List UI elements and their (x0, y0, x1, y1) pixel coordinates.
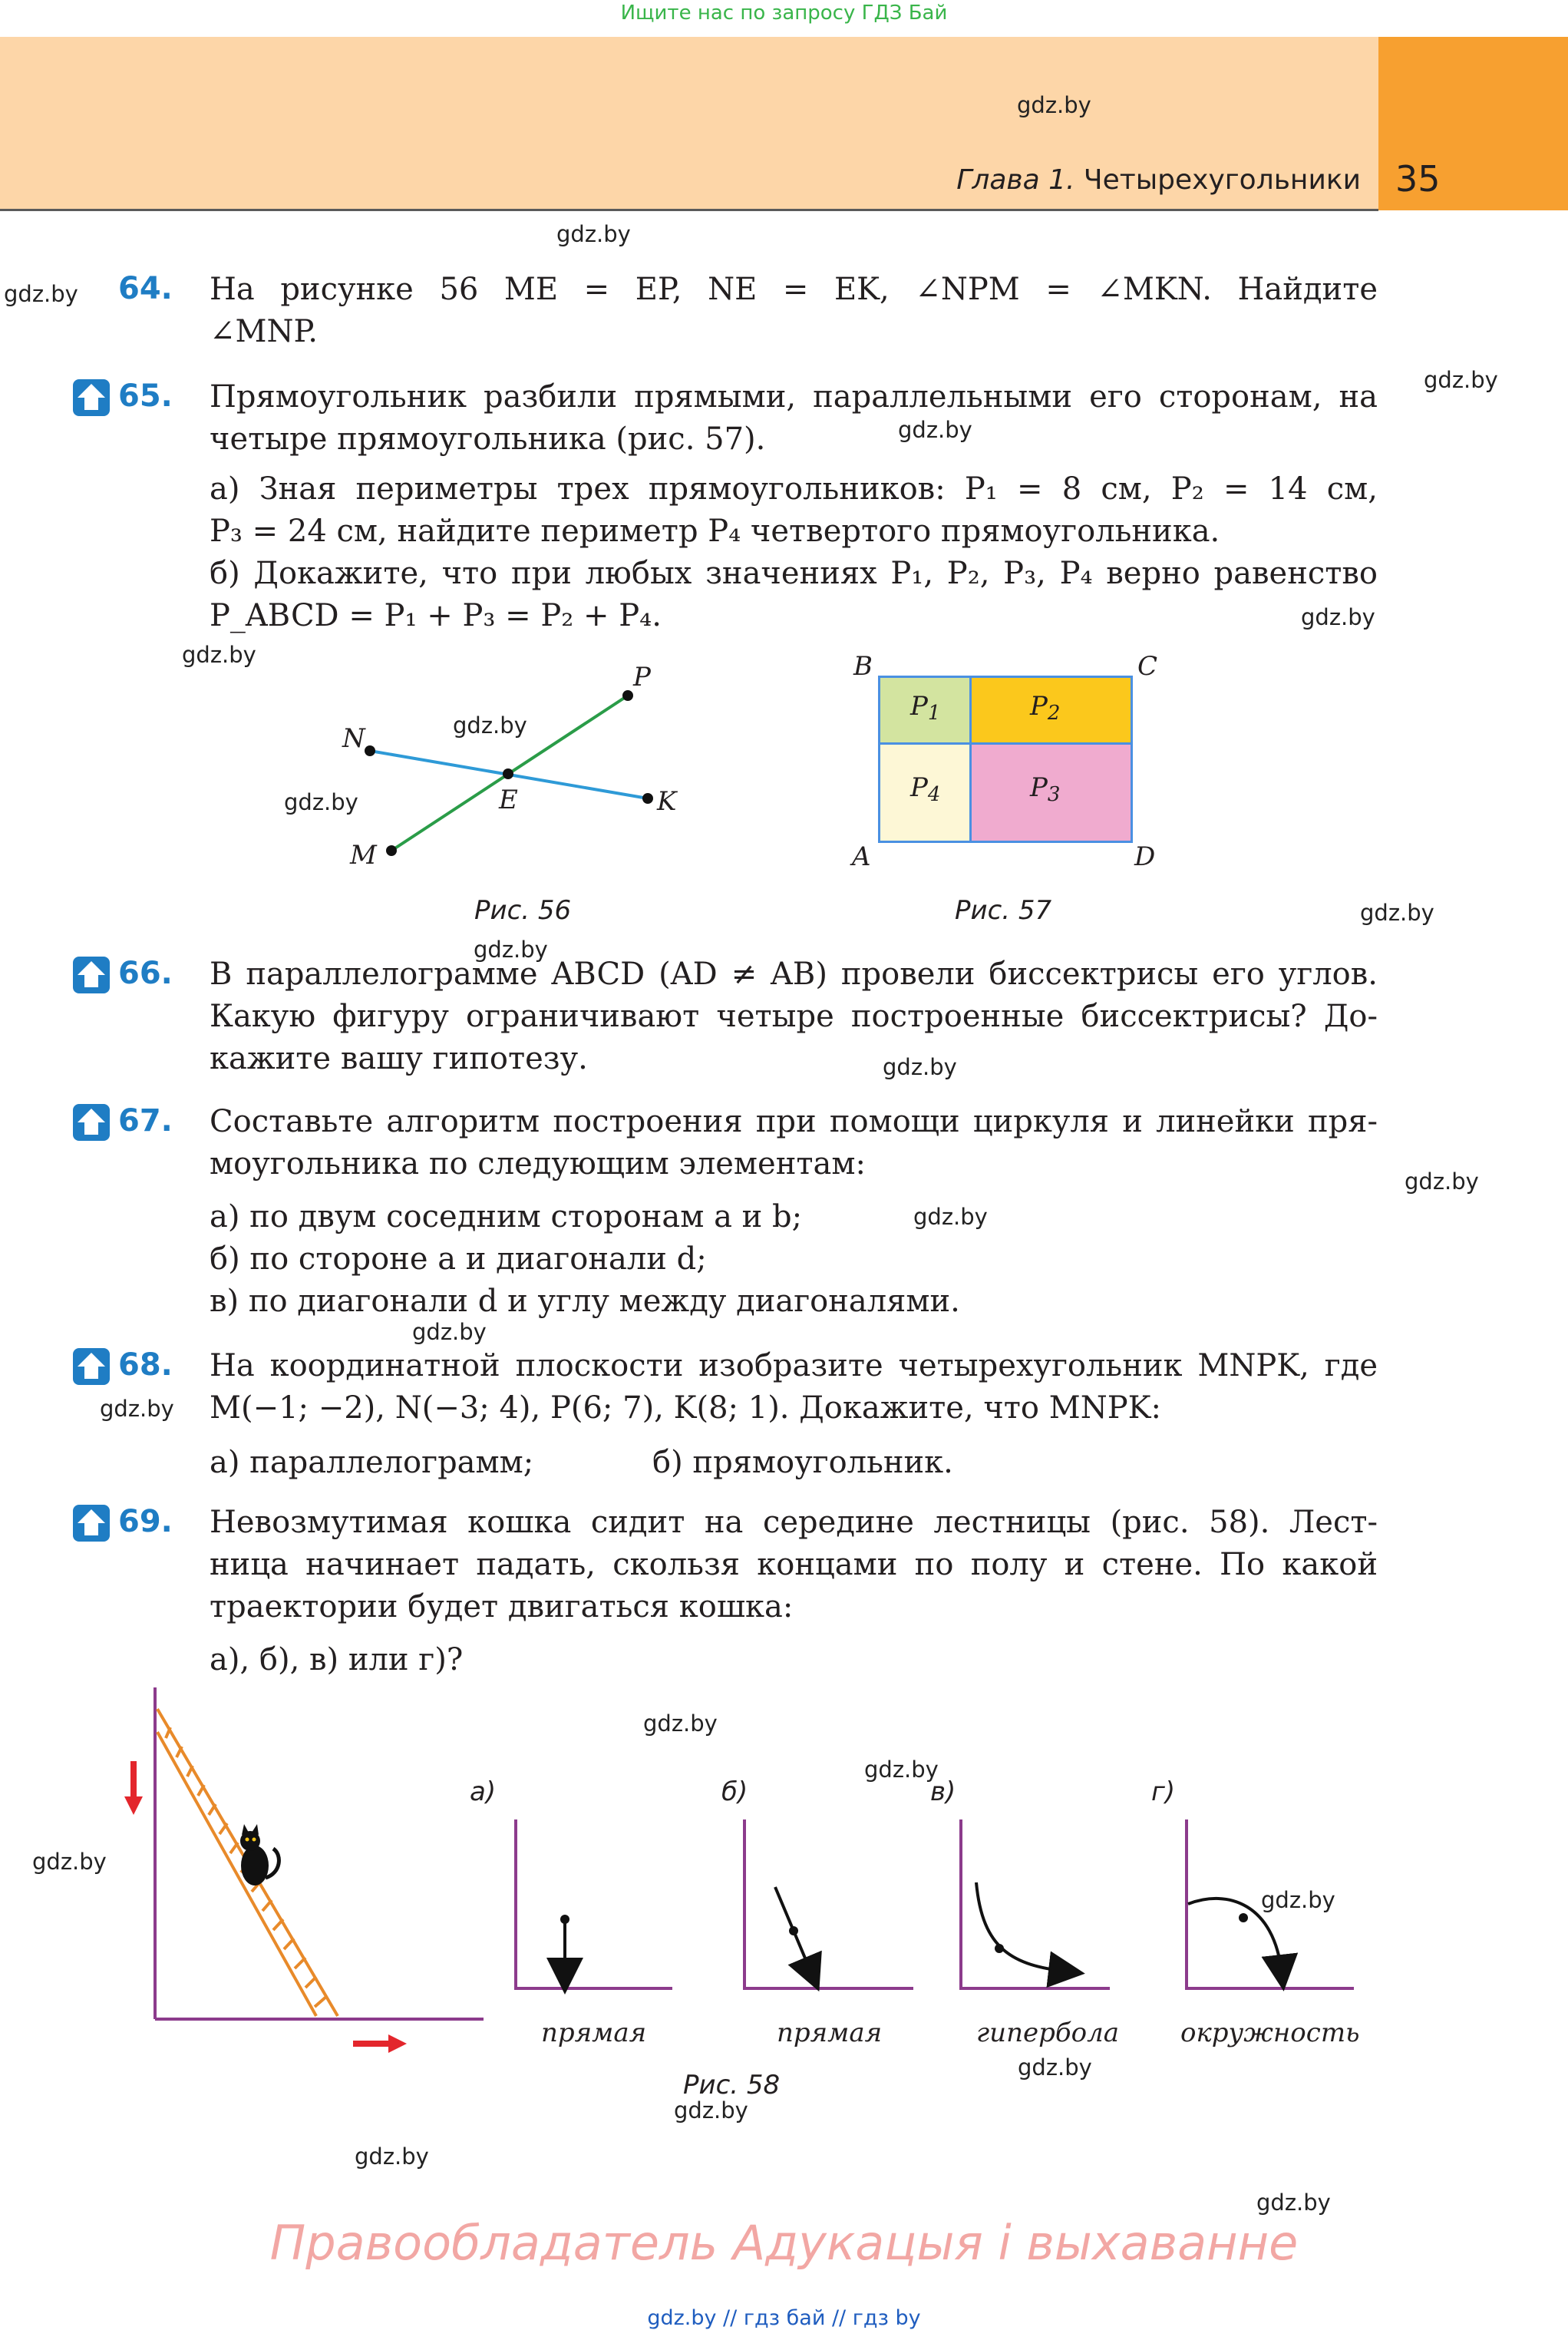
corner-B: B (853, 651, 873, 682)
cell-label-P1: $P_1$ (910, 691, 941, 725)
problem-65-part: а) Зная периметры трех прямоугольников: P₁ = 8 см, P₂ = 14 см, (210, 471, 1378, 507)
home-task-icon (73, 957, 110, 993)
point-b (789, 1926, 798, 1935)
watermark: gdz.by (355, 2143, 429, 2170)
problem-68-text (210, 1345, 1378, 1440)
point-N (365, 745, 375, 756)
label-M: M (350, 840, 377, 871)
watermark: gdz.by (412, 1319, 487, 1345)
problem-66-line: кажите вашу гипотезу. (210, 1041, 588, 1076)
problem-65-line: Прямоугольник разбили прямыми, параллельными его сторонам, на (210, 379, 1378, 415)
corner-C: C (1137, 651, 1158, 682)
figure-58-options (507, 1812, 1381, 2004)
problem-69-line: траектории будет двигаться кошка: (210, 1589, 794, 1624)
label-P: P (633, 662, 651, 692)
point-g (1239, 1913, 1248, 1922)
problem-67-text (210, 1101, 1378, 1323)
watermark: gdz.by (100, 1396, 174, 1422)
problem-67-line: Составьте алгоритм построения при помощи циркуля и линейки пря- (210, 1104, 1378, 1139)
header-rule (0, 209, 1378, 211)
watermark: gdz.by (1424, 367, 1498, 393)
option-v-label: в) (930, 1776, 956, 1807)
problem-number-65: 65. (118, 378, 173, 414)
corner-D: D (1134, 841, 1156, 872)
path-g (1188, 1899, 1282, 1973)
cell-label-P3: $P_3$ (1030, 772, 1061, 806)
problem-65-part: P₃ = 24 см, найдите периметр P₄ четвертого прямоугольника. (210, 514, 1220, 549)
option-g-name: окружность (1180, 2018, 1360, 2048)
problem-68-part-a: а) параллелограмм; (210, 1445, 534, 1480)
page-number: 35 (1395, 158, 1441, 200)
watermark: gdz.by (453, 712, 527, 739)
copyright-notice: Правообладатель Адукацыя і выхаванне (269, 2215, 1299, 2271)
watermark: gdz.by (674, 2097, 748, 2124)
problem-68-part-b: б) прямоугольник. (652, 1445, 953, 1480)
problem-69-line: Невозмутимая кошка сидит на середине лестницы (рис. 58). Лест- (210, 1505, 1378, 1540)
watermark: gdz.by (556, 221, 631, 247)
point-P (622, 690, 633, 701)
option-b-label: б) (721, 1776, 748, 1807)
home-task-icon (73, 1505, 110, 1542)
top-banner: Ищите нас по запросу ГДЗ Бай (620, 2, 948, 25)
option-g-label: г) (1151, 1776, 1176, 1807)
point-M (386, 845, 397, 856)
figure-56 (330, 653, 714, 891)
figure-57-caption: Рис. 57 (955, 895, 1052, 926)
watermark: gdz.by (1256, 2190, 1331, 2216)
problem-65-line: четыре прямоугольника (рис. 57). (210, 421, 766, 457)
path-v (976, 1882, 1067, 1971)
watermark: gdz.by (864, 1757, 939, 1783)
point-a (560, 1915, 569, 1924)
problem-67-part: а) по двум соседним сторонам a и b; (210, 1199, 803, 1234)
point-K (642, 793, 653, 804)
problem-68-line: На координатной плоскости изобразите четырехугольник MNPK, где (210, 1348, 1378, 1383)
problem-number-68: 68. (118, 1347, 173, 1383)
watermark: gdz.by (4, 281, 78, 307)
axes-v (961, 1819, 1110, 1988)
option-a-name: прямая (541, 2018, 647, 2048)
problem-number-67: 67. (118, 1103, 173, 1139)
problem-66-text (210, 954, 1378, 1080)
watermark: gdz.by (1261, 1887, 1335, 1913)
figure-58-caption: Рис. 58 (683, 2070, 781, 2100)
point-v (995, 1944, 1004, 1953)
watermark: gdz.by (1018, 2054, 1092, 2081)
footer-links[interactable]: gdz.by // гдз бай // гдз by (647, 2306, 921, 2330)
option-a-label: а) (470, 1776, 497, 1807)
watermark: gdz.by (284, 789, 358, 815)
watermark: gdz.by (643, 1710, 718, 1737)
problem-64-line: ∠MNP. (210, 314, 318, 349)
problem-64-line: На рисунке 56 ME = EP, NE = EK, ∠NPM = ∠MKN. Найдите (210, 272, 1378, 307)
watermark: gdz.by (898, 417, 972, 443)
problem-number-64: 64. (118, 271, 173, 306)
chapter-label: Глава 1. (956, 164, 1075, 196)
figure-58-ladder (115, 1681, 499, 2065)
option-v-name: гипербола (976, 2018, 1120, 2048)
problem-65-part: б) Докажите, что при любых значениях P₁, P₂, P₃, P₄ верно равенство (210, 556, 1378, 591)
option-b-name: прямая (777, 2018, 883, 2048)
chapter-name: Четырехугольники (1083, 164, 1361, 196)
problem-number-69: 69. (118, 1504, 173, 1539)
home-task-icon (73, 1348, 110, 1385)
label-E: E (499, 785, 518, 815)
watermark: gdz.by (913, 1204, 988, 1230)
watermark: gdz.by (182, 642, 256, 668)
cell-label-P2: $P_2$ (1030, 691, 1061, 725)
figure-56-caption: Рис. 56 (474, 895, 572, 926)
home-task-icon (73, 1104, 110, 1141)
label-N: N (342, 723, 365, 754)
problem-65-part: P_ABCD = P₁ + P₃ = P₂ + P₄. (210, 598, 662, 633)
home-task-icon (73, 379, 110, 416)
cell-label-P4: $P_4$ (910, 772, 941, 806)
axes-a (516, 1819, 672, 1988)
watermark: gdz.by (1301, 604, 1375, 630)
problem-69-part: а), б), в) или г)? (210, 1642, 464, 1677)
problem-66-line: В параллелограмме ABCD (AD ≠ AB) провели биссектрисы его углов. (210, 957, 1378, 992)
problem-68-line: M(−1; −2), N(−3; 4), P(6; 7), K(8; 1). Докажите, что MNPK: (210, 1390, 1161, 1426)
axes-b (744, 1819, 913, 1988)
watermark: gdz.by (1360, 900, 1434, 926)
problem-67-part: б) по стороне a и диагонали d; (210, 1241, 707, 1277)
problem-67-line: моугольника по следующим элементам: (210, 1146, 866, 1182)
problem-65-text (210, 376, 1378, 637)
chapter-title (956, 164, 1361, 196)
axes-g (1187, 1819, 1354, 1988)
problem-64-text (210, 269, 1378, 353)
problem-66-line: Какую фигуру ограничивают четыре построенные биссектрисы? До- (210, 999, 1378, 1034)
watermark: gdz.by (1405, 1168, 1479, 1195)
problem-69-line: ница начинает падать, скользя концами по полу и стене. По какой (210, 1547, 1378, 1582)
corner-A: A (852, 841, 871, 872)
watermark: gdz.by (1017, 92, 1091, 118)
problem-69-text (210, 1502, 1378, 1681)
watermark: gdz.by (32, 1849, 107, 1875)
label-K: K (657, 786, 677, 817)
point-E (503, 768, 513, 779)
problem-number-66: 66. (118, 956, 173, 991)
watermark: gdz.by (883, 1054, 957, 1080)
cat-icon (240, 1824, 279, 1886)
problem-67-part: в) по диагонали d и углу между диагоналями. (210, 1284, 960, 1319)
watermark: gdz.by (474, 937, 548, 963)
